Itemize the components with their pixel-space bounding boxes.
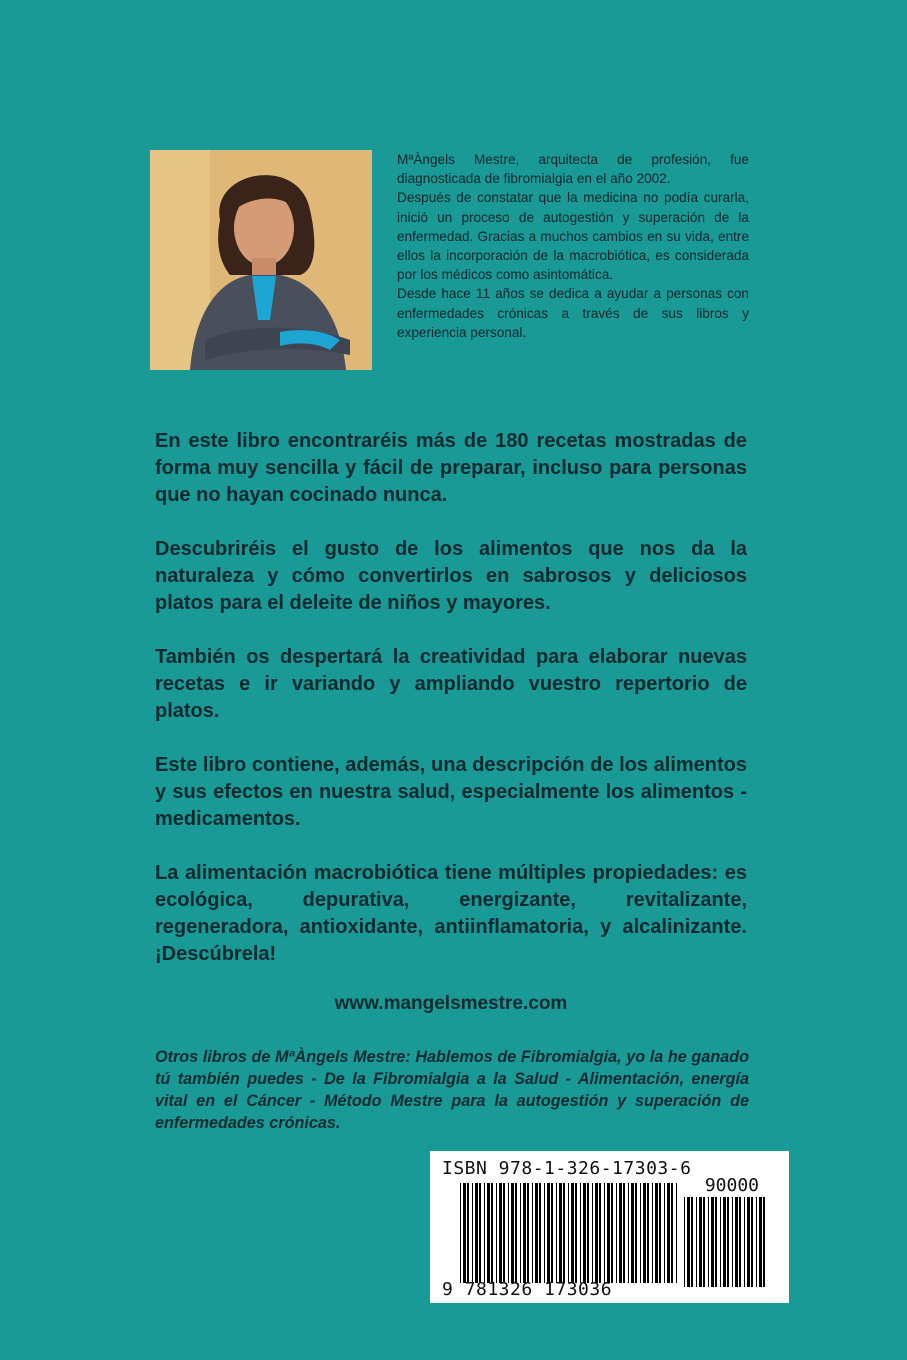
barcode-addon-bars-icon — [684, 1197, 766, 1287]
description-paragraph: También os despertará la creatividad para elaborar nuevas recetas e ir variando y ampliando vuestro repertorio de platos. — [155, 646, 747, 722]
description-paragraph: Descubriréis el gusto de los alimentos que nos da la naturaleza y cómo convertirlos en sabrosos y deliciosos platos para el deleite de niños y mayores. — [155, 538, 747, 614]
author-bio-paragraph: Después de constatar que la medicina no podía curarla, inició un proceso de autogestión y superación de la enfermedad. Gracias a muchos cambios en su vida, entre ellos la incorporación de la macrobiótica, es considerada por los médicos como asintomática. — [397, 190, 749, 283]
website-link: www.mangelsmestre.com — [334, 993, 568, 1014]
isbn-label: ISBN 978-1-326-17303-6 — [442, 1158, 692, 1179]
barcode-bars-icon — [460, 1183, 678, 1287]
description-paragraph: La alimentación macrobiótica tiene múltiples propiedades: es ecológica, depurativa, energizante, revitalizante, regeneradora, antioxidante, antiinflamatoria, y alcalinizante. ¡Descúbrela! — [155, 862, 747, 965]
author-bio-paragraph: MªÀngels Mestre, arquitecta de profesión, fue diagnosticada de fibromialgia en el año 2002. — [397, 152, 749, 187]
author-bio — [397, 150, 749, 342]
author-photo — [150, 150, 372, 370]
description-paragraph: En este libro encontraréis más de 180 recetas mostradas de forma muy sencilla y fácil de preparar, incluso para personas que no hayan cocinado nunca. — [155, 430, 747, 506]
other-books: Otros libros de MªÀngels Mestre: Hablemos de Fibromialgia, yo la he ganado tú también puedes - De la Fibromialgia a la Salud - Alimentación, energía vital en el Cáncer - Método Mestre para la autogestión y superación de enfermedades crónicas. — [155, 1048, 749, 1132]
description-paragraph: Este libro contiene, además, una descripción de los alimentos y sus efectos en nuestra salud, especialmente los alimentos - medicamentos. — [155, 754, 747, 830]
price-code: 90000 — [704, 1175, 759, 1196]
author-bio-paragraph: Desde hace 11 años se dedica a ayudar a personas con enfermedades crónicas a través de sus libros y experiencia personal. — [397, 286, 749, 340]
book-description — [155, 428, 747, 995]
isbn-barcode — [430, 1151, 789, 1303]
ean-digits: 9 781326 173036 — [442, 1279, 613, 1300]
